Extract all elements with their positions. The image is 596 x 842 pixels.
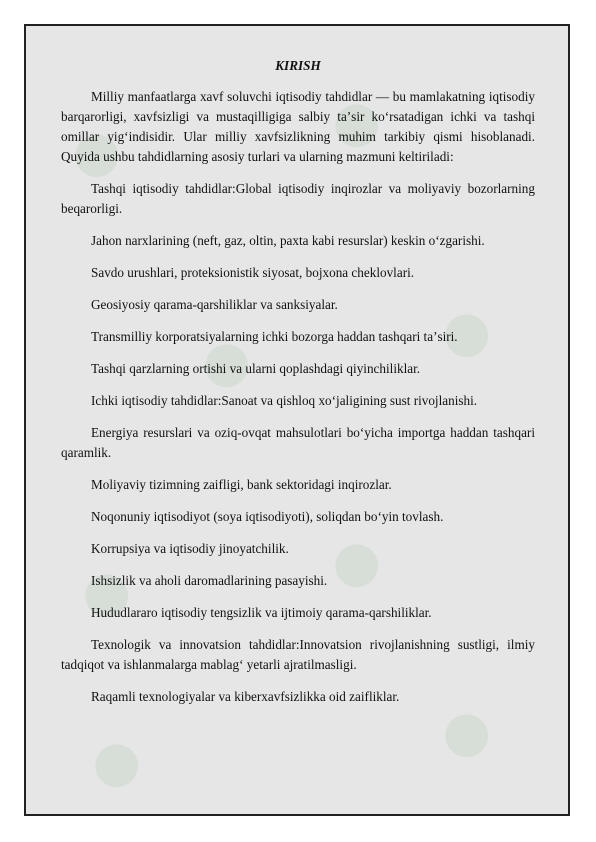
paragraph: Energiya resurslari va oziq-ovqat mahsulotlari boʻyicha importga haddan tashqari qaramlik.	[61, 425, 535, 460]
paragraph: Jahon narxlarining (neft, gaz, oltin, paxta kabi resurslar) keskin oʻzgarishi.	[91, 233, 485, 248]
paragraph: Ichki iqtisodiy tahdidlar:Sanoat va qishloq xoʻjaligining sust rivojlanishi.	[91, 393, 478, 408]
paragraph: Tashqi iqtisodiy tahdidlar:Global iqtisodiy inqirozlar va moliyaviy bozorlarning beqarorligi.	[61, 181, 535, 216]
paragraph: Savdo urushlari, proteksionistik siyosat, bojxona cheklovlari.	[91, 265, 415, 280]
paragraph: Ishsizlik va aholi daromadlarining pasayishi.	[91, 573, 328, 588]
paragraph: Raqamli texnologiyalar va kiberxavfsizlikka oid zaifliklar.	[91, 689, 400, 704]
paragraph: Texnologik va innovatsion tahdidlar:Innovatsion rivojlanishning sustligi, ilmiy tadqiqot va ishlanmalarga mablagʻ yetarli ajratilmasligi.	[61, 637, 535, 672]
paragraph: Moliyaviy tizimning zaifligi, bank sektoridagi inqirozlar.	[91, 477, 392, 492]
paragraph: Tashqi qarzlarning ortishi va ularni qoplashdagi qiyinchiliklar.	[91, 361, 421, 376]
paragraph: Transmilliy korporatsiyalarning ichki bozorga haddan tashqari taʼsiri.	[91, 329, 458, 344]
paragraph: Korrupsiya va iqtisodiy jinoyatchilik.	[91, 541, 289, 556]
document-title: KIRISH	[275, 58, 321, 73]
paragraph: Hududlararo iqtisodiy tengsizlik va ijtimoiy qarama-qarshiliklar.	[91, 605, 432, 620]
document-body	[61, 56, 535, 719]
paragraph: Geosiyosiy qarama-qarshiliklar va sanksiyalar.	[91, 297, 338, 312]
paragraph: Milliy manfaatlarga xavf soluvchi iqtisodiy tahdidlar — bu mamlakatning iqtisodiy barqarorligi, xavfsizligi va mustaqilligiga salbiy taʼsir koʻrsatadigan ichki va tashqi omillar yigʻindisidir. Ular milliy xavfsizlikning muhim tarkibiy qismi hisoblanadi. Quyida ushbu tahdidlarning asosiy turlari va ularning mazmuni keltiriladi:	[61, 89, 535, 164]
paragraph: Noqonuniy iqtisodiyot (soya iqtisodiyoti), soliqdan boʻyin tovlash.	[91, 509, 444, 524]
